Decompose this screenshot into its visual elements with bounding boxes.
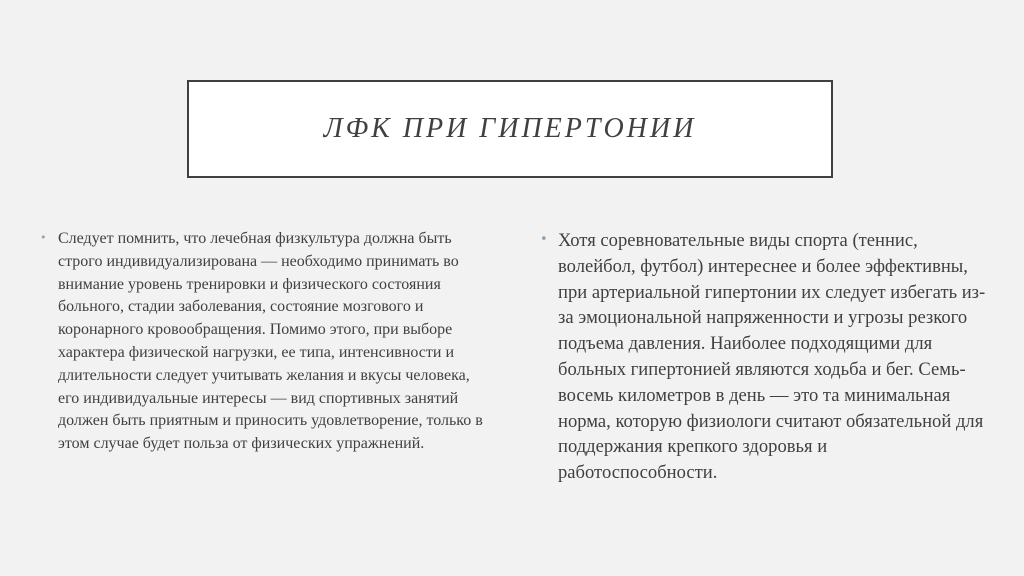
right-bullet-item: [540, 228, 988, 486]
bullet-icon: •: [40, 231, 47, 244]
bullet-icon: •: [540, 232, 548, 247]
right-text-column: [540, 228, 988, 486]
slide-title: ЛФК ПРИ ГИПЕРТОНИИ: [323, 113, 697, 144]
title-box: [187, 80, 833, 178]
left-paragraph: Следует помнить, что лечебная физкультура должна быть строго индивидуализирована — необходимо принимать во внимание уровень тренировки и физического состояния больного, стадии заболевания, состояние мозгового и коронарного кровообращения. Помимо этого, при выборе характера физической нагрузки, ее типа, интенсивности и длительности следует учитывать желания и вкусы человека, его индивидуальные интересы — вид спортивных занятий должен быть приятным и приносить удовлетворение, только в этом случае будет польза от физических упражнений.: [58, 230, 483, 453]
left-text-column: [40, 228, 490, 456]
left-bullet-item: [40, 228, 490, 456]
right-paragraph: Хотя соревновательные виды спорта (теннис, волейбол, футбол) интереснее и более эффективны, при артериальной гипертонии их следует избегать из-за эмоциональной напряженности и угрозы резкого подъема давления. Наиболее подходящими для больных гипертонией являются ходьба и бег. Семь-восемь километров в день — это та минимальная норма, которую физиологи считают обязательной для поддержания крепкого здоровья и работоспособности.: [558, 230, 986, 484]
